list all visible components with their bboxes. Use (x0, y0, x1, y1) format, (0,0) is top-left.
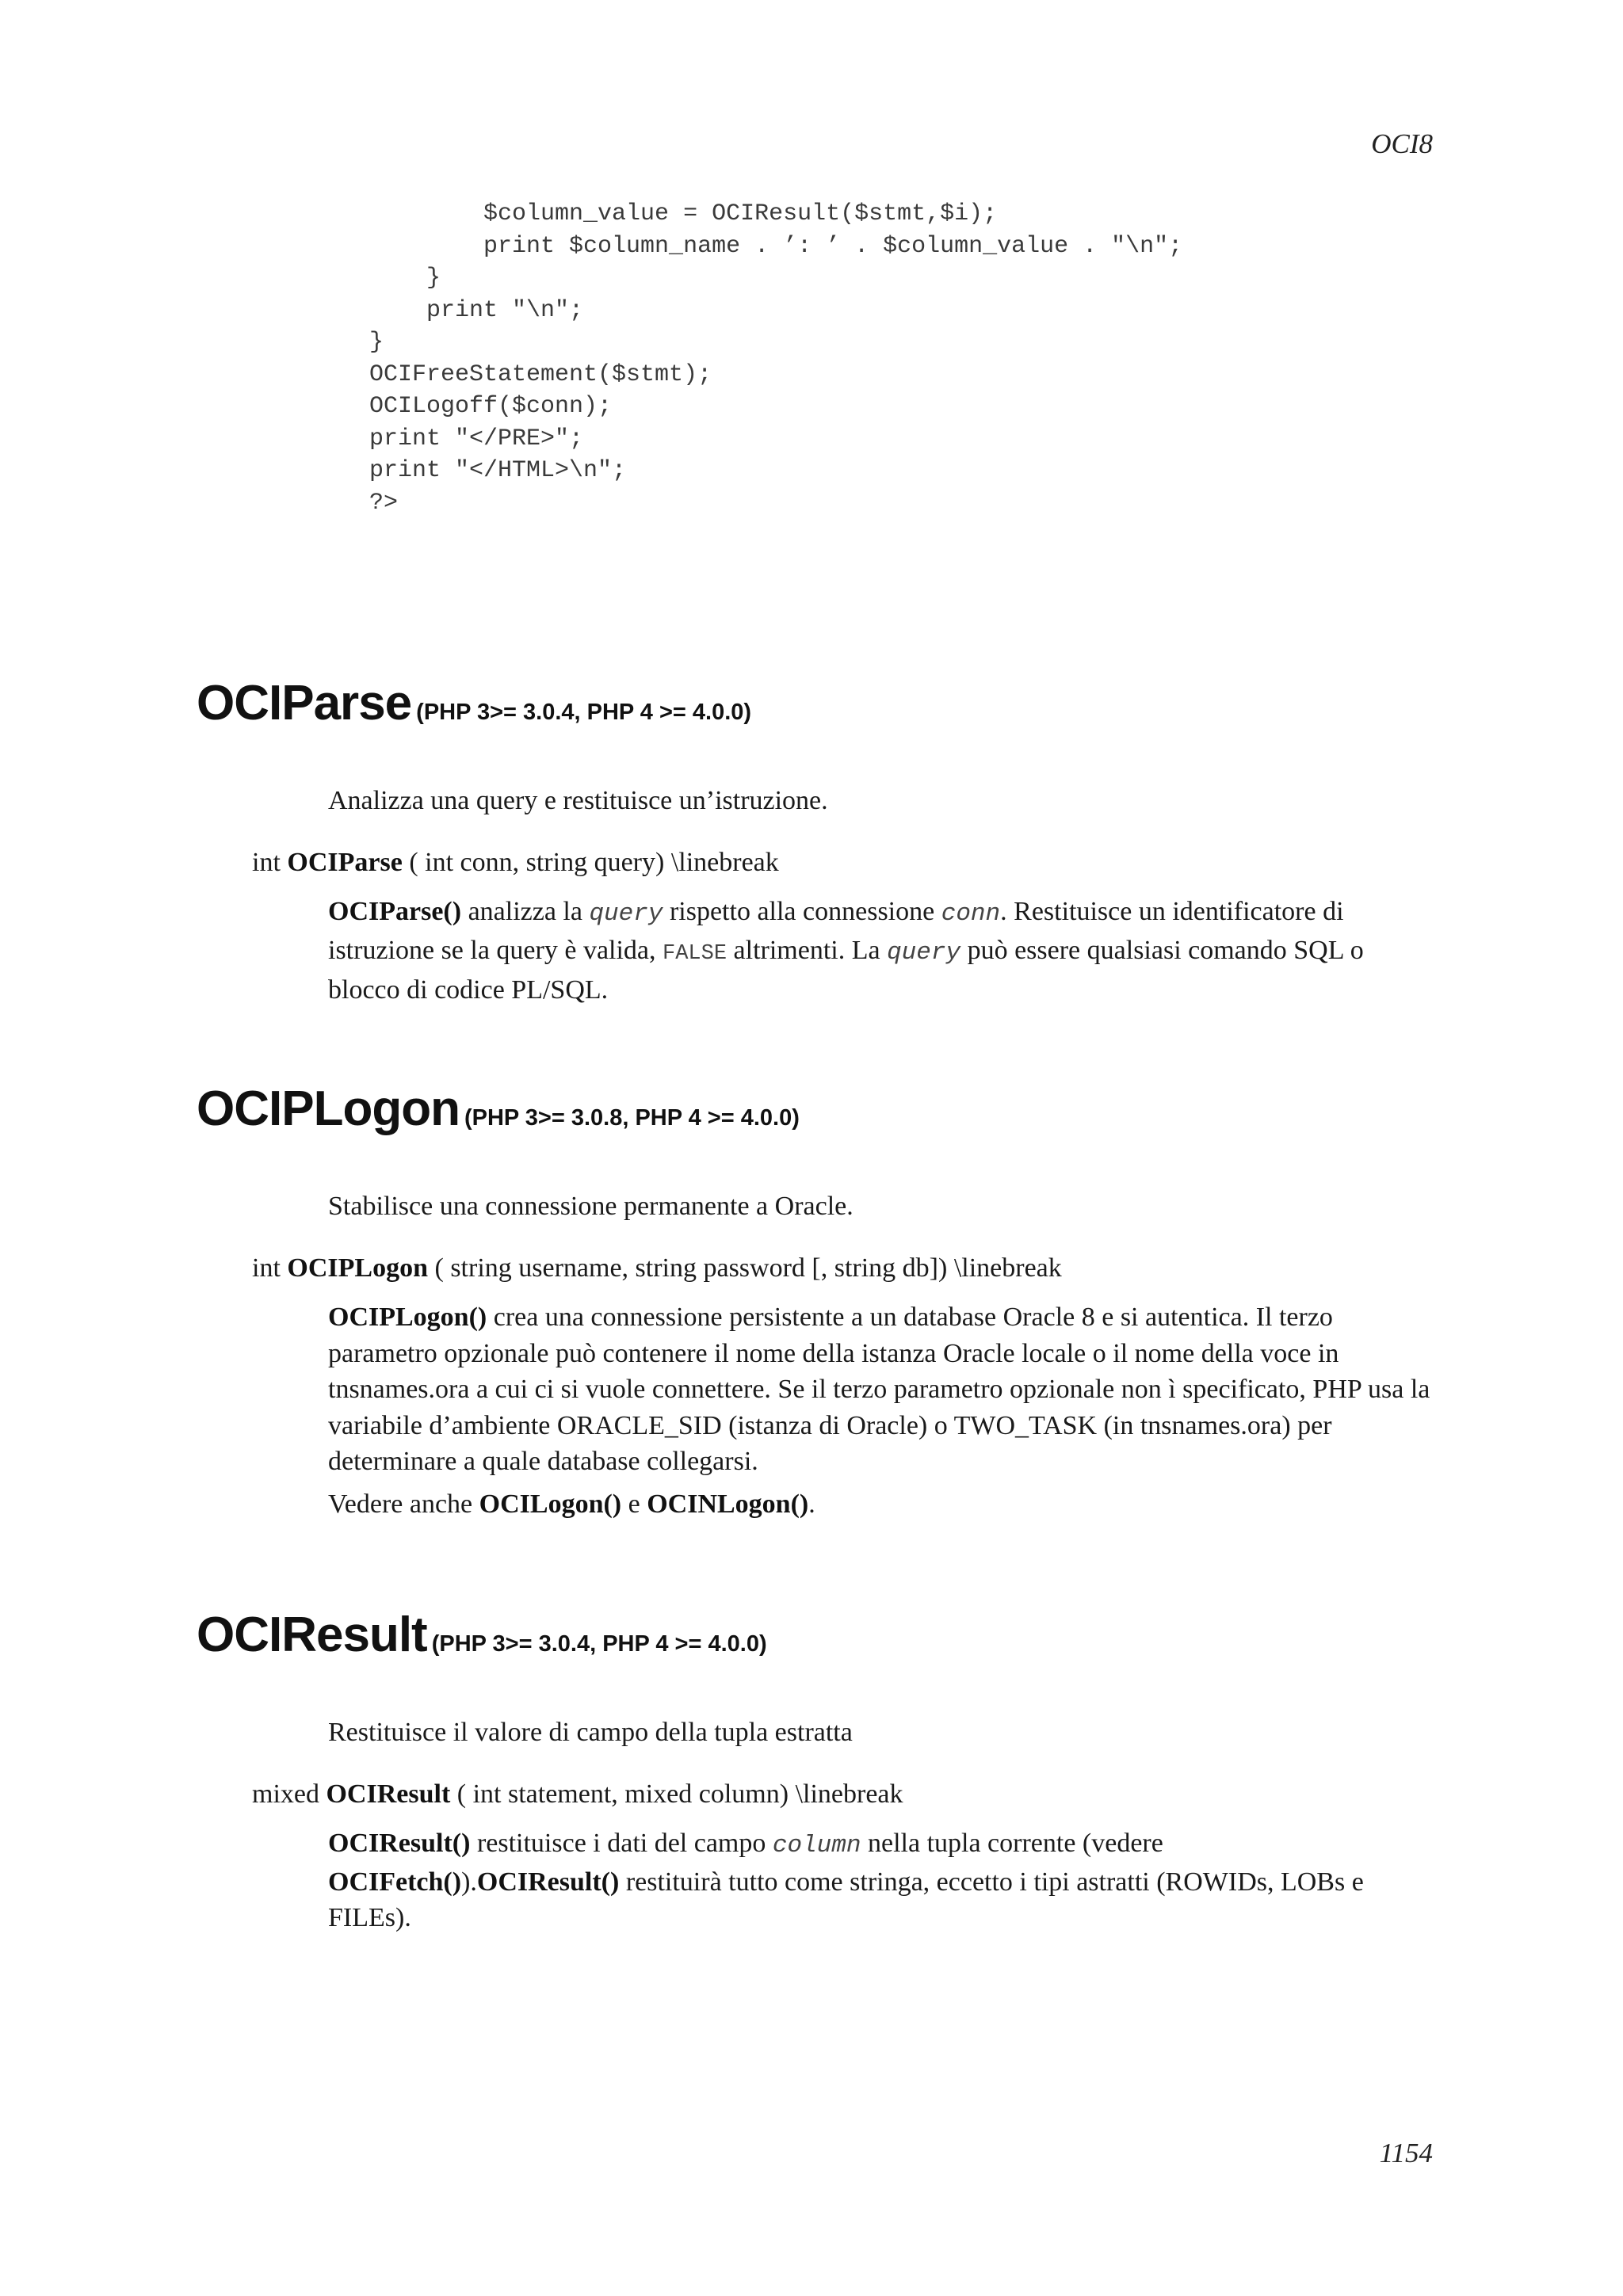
refentry-title (197, 1607, 1433, 1670)
refentry-title (197, 1081, 1433, 1144)
constant: FALSE (663, 941, 727, 966)
synopsis-function: OCIPLogon (287, 1253, 428, 1283)
desc-text: restituirà tutto come stringa, eccetto i tipi astratti (ROWIDs, LOBs e FILEs). (328, 1867, 1364, 1932)
return-type: mixed (252, 1779, 319, 1809)
parameter: query (887, 938, 961, 967)
parameter: query (589, 900, 663, 928)
see-also (328, 1486, 1433, 1523)
desc-text: crea una connessione persistente a un database Oracle 8 e si autentica. Il terzo parametro opzionale può contenere il nome della istanza Oracle locale o il nome della voce in tnsnames.ora a cui ci si vuole connettere. Se il terzo parametro opzionale non ì specificato, PHP usa la variabile d’ambiente ORACLE_SID (istanza di Oracle) o TWO_TASK (in tnsnames.ora) per determinare a quale database collegarsi. (328, 1302, 1430, 1476)
description (328, 894, 1433, 1009)
refentry-ociplogon (197, 1081, 1433, 1519)
parameter: column (772, 1832, 861, 1859)
desc-text: altrimenti. La (727, 935, 888, 965)
description (328, 1299, 1433, 1480)
function-ref: OCIParse() (328, 897, 462, 926)
desc-text: . Restituisce un identificatore di istruzione se la query è valida, (328, 897, 1344, 965)
desc-text: analizza la (461, 897, 590, 926)
function-name: OCIPLogon (197, 1081, 460, 1136)
refentry-title (197, 675, 1433, 738)
desc-text: rispetto alla connessione (663, 897, 941, 926)
see-also-text: . (808, 1489, 815, 1519)
parameter: conn (941, 900, 1001, 928)
see-also-link-ocilogon[interactable]: OCILogon() (479, 1489, 622, 1519)
refentry-purpose: Restituisce il valore di campo della tupla estratta (328, 1718, 853, 1747)
desc-text: nella tupla corrente (vedere (861, 1829, 1163, 1858)
function-ref: OCIPLogon() (328, 1302, 487, 1332)
running-head: OCI8 (1371, 128, 1433, 159)
page-number: 1154 (1379, 2138, 1433, 2168)
refentry-purpose: Analizza una query e restituisce un’istruzione. (328, 786, 828, 815)
see-also-text: Vedere anche (328, 1489, 479, 1519)
refentry-ociparse (197, 675, 1433, 1005)
version-info: (PHP 3>= 3.0.4, PHP 4 >= 4.0.0) (431, 1631, 767, 1657)
function-name: OCIParse (197, 676, 412, 730)
return-type: int (252, 1253, 281, 1283)
code-example-tail: $column_value = OCIResult($stmt,$i); print $column_name . ’: ’ . $column_value . "\n"; } print "\n"; } OCIFreeStatement($stmt); OCILogoff($conn); print "</PRE>"; print "</HTML>\n"; ?> (369, 200, 1183, 517)
see-also-text: e (621, 1489, 647, 1519)
synopsis-params: ( string username, string password [, string db]) \linebreak (428, 1253, 1062, 1283)
description (328, 1825, 1433, 1936)
function-synopsis (252, 1250, 1062, 1287)
synopsis-params: ( int statement, mixed column) \linebreak (450, 1779, 903, 1809)
function-ref-ocifetch[interactable]: OCIFetch() (328, 1867, 462, 1897)
synopsis-function: OCIParse (287, 848, 403, 877)
return-type: int (252, 848, 281, 877)
see-also-link-ocinlogon[interactable]: OCINLogon() (647, 1489, 809, 1519)
version-info: (PHP 3>= 3.0.4, PHP 4 >= 4.0.0) (416, 700, 752, 725)
function-name: OCIResult (197, 1608, 427, 1662)
function-ref: OCIResult() (328, 1829, 471, 1858)
refentry-ociresult (197, 1607, 1433, 1932)
synopsis-function: OCIResult (326, 1779, 451, 1809)
refentry-purpose: Stabilisce una connessione permanente a Oracle. (328, 1192, 854, 1221)
desc-text: restituisce i dati del campo (470, 1829, 773, 1858)
function-synopsis (252, 845, 779, 881)
desc-text: ). (461, 1867, 477, 1897)
function-ref: OCIResult() (476, 1867, 620, 1897)
version-info: (PHP 3>= 3.0.8, PHP 4 >= 4.0.0) (464, 1105, 800, 1131)
desc-text: può essere qualsiasi comando SQL o blocco di codice PL/SQL. (328, 935, 1364, 1005)
synopsis-params: ( int conn, string query) \linebreak (402, 848, 779, 877)
function-synopsis (252, 1776, 903, 1813)
